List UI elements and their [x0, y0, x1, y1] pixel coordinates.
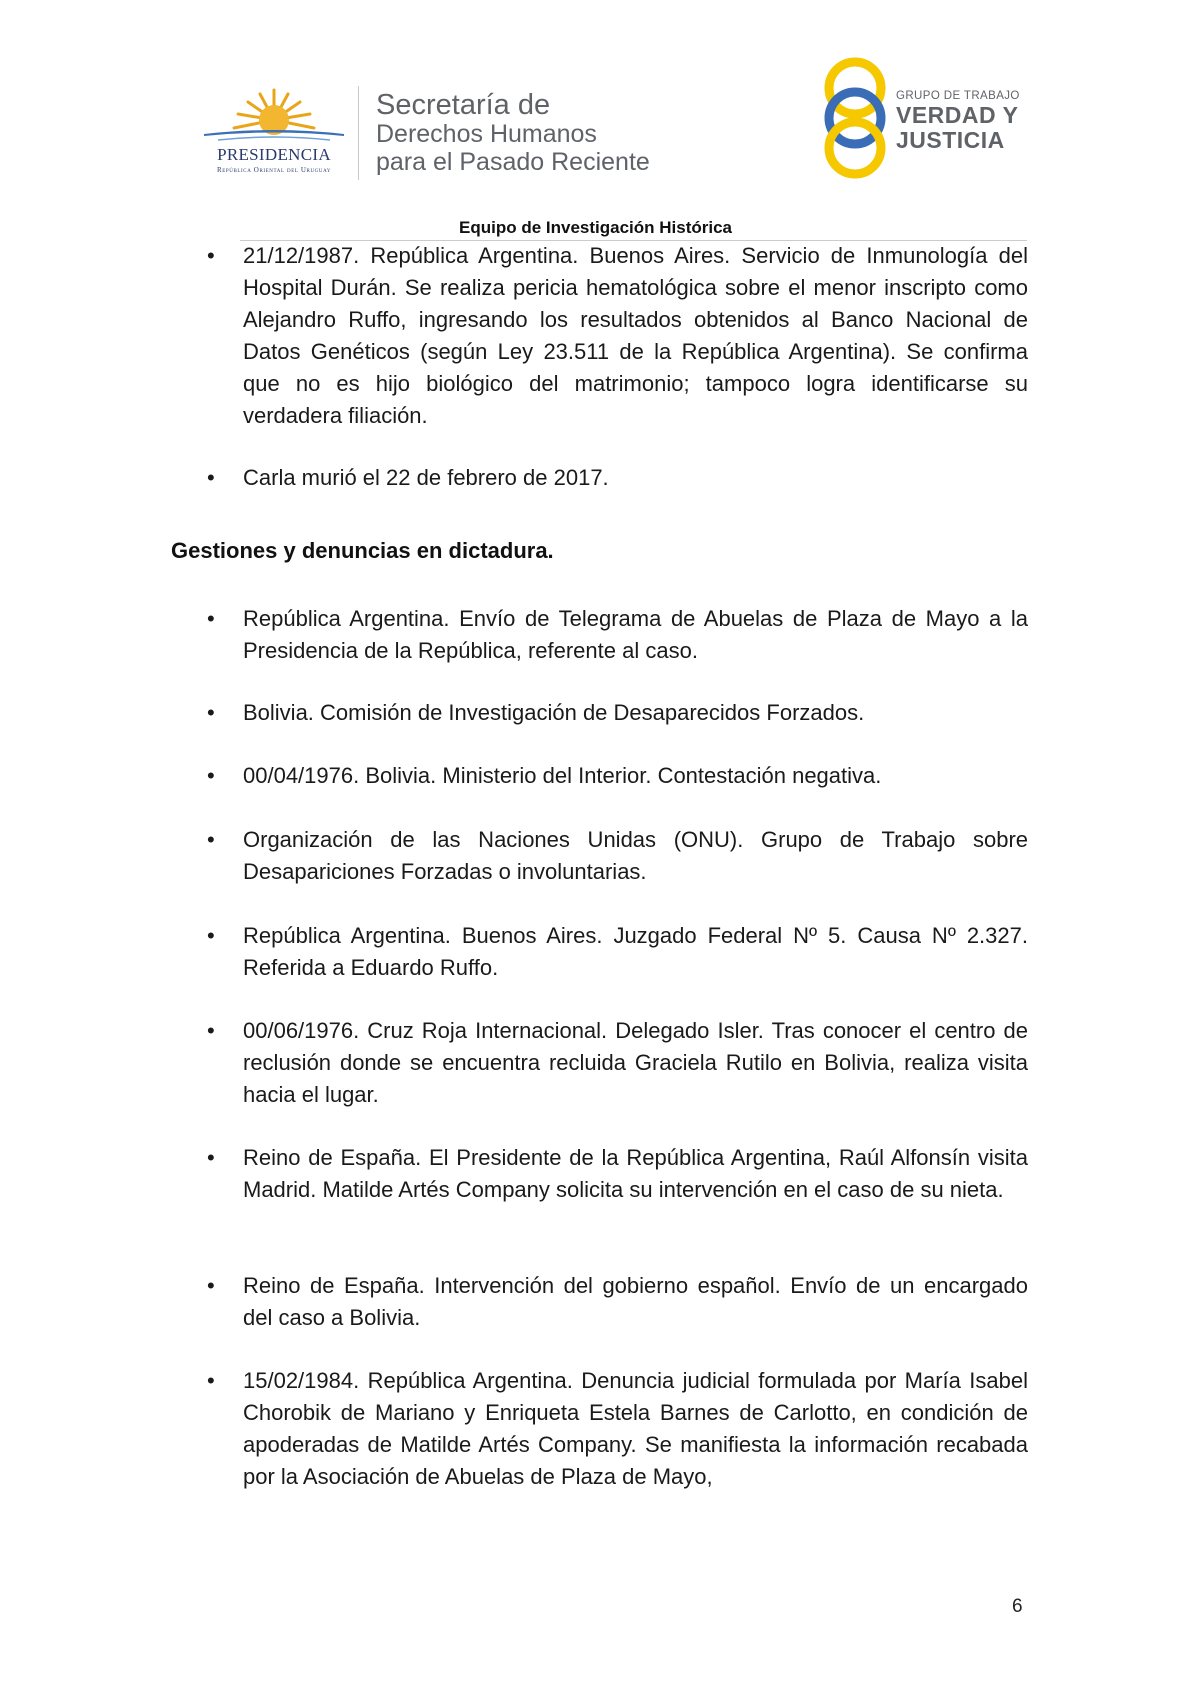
- list-item: República Argentina. Buenos Aires. Juzgado Federal Nº 5. Causa Nº 2.327. Referida a Eduardo Ruffo.: [243, 923, 1028, 980]
- secretaria-logo-text: [376, 90, 650, 176]
- team-title: Equipo de Investigación Histórica: [459, 218, 732, 237]
- grupo-label: GRUPO DE TRABAJO: [896, 90, 1020, 102]
- list-item: República Argentina. Envío de Telegrama de Abuelas de Plaza de Mayo a la Presidencia de la República, referente al caso.: [243, 606, 1028, 663]
- justicia-label: JUSTICIA: [896, 127, 1005, 153]
- presidencia-logo: [196, 80, 352, 180]
- secretaria-line-3: para el Pasado Reciente: [376, 148, 650, 176]
- verdad-label: VERDAD Y: [896, 102, 1019, 128]
- bullet-icon: •: [207, 606, 215, 631]
- bullet-icon: •: [207, 1145, 215, 1170]
- page-number: 6: [1012, 1596, 1023, 1617]
- secretaria-line-2: Derechos Humanos: [376, 120, 597, 148]
- bullet-icon: •: [207, 763, 215, 788]
- list-item: 15/02/1984. República Argentina. Denuncia judicial formulada por María Isabel Chorobik de Mariano y Enriqueta Estela Barnes de Carlotto, en condición de apoderadas de Matilde Artés Company. Se manifiesta la información recabada por la Asociación de Abuelas de Plaza de Mayo,: [243, 1368, 1028, 1489]
- list-item: Carla murió el 22 de febrero de 2017.: [243, 465, 609, 490]
- verdad-justicia-text: [896, 89, 1020, 153]
- list-item: Bolivia. Comisión de Investigación de Desaparecidos Forzados.: [243, 700, 865, 725]
- interlocking-rings-icon: [818, 55, 898, 181]
- list-item: Organización de las Naciones Unidas (ONU). Grupo de Trabajo sobre Desapariciones Forzadas o involuntarias.: [243, 827, 1028, 884]
- list-item: 21/12/1987. República Argentina. Buenos Aires. Servicio de Inmunología del Hospital Durán. Se realiza pericia hematológica sobre el menor inscripto como Alejandro Ruffo, ingresando los resultados obtenidos al Banco Nacional de Datos Genéticos (según Ley 23.511 de la República Argentina). Se confirma que no es hijo biológico del matrimonio; tampoco logra identificarse su verdadera filiación.: [243, 243, 1028, 428]
- section-heading: Gestiones y denuncias en dictadura.: [171, 538, 554, 563]
- list-item: Reino de España. Intervención del gobierno español. Envío de un encargado del caso a Bolivia.: [243, 1273, 1028, 1330]
- bullet-icon: •: [207, 700, 215, 725]
- list-item: 00/06/1976. Cruz Roja Internacional. Delegado Isler. Tras conocer el centro de reclusión donde se encuentra recluida Graciela Rutilo en Bolivia, realiza visita hacia el lugar.: [243, 1018, 1028, 1107]
- bullet-icon: •: [207, 1018, 215, 1043]
- secretaria-line-1: Secretaría de: [376, 89, 551, 121]
- presidencia-wordmark: PRESIDENCIA: [217, 145, 331, 164]
- bullet-icon: •: [207, 1273, 215, 1298]
- bullet-icon: •: [207, 923, 215, 948]
- list-item: 00/04/1976. Bolivia. Ministerio del Interior. Contestación negativa.: [243, 763, 882, 788]
- bullet-icon: •: [207, 1368, 215, 1393]
- header-divider: [358, 86, 359, 180]
- bullet-icon: •: [207, 827, 215, 852]
- bullet-icon: •: [207, 243, 215, 268]
- bullet-icon: •: [207, 465, 215, 490]
- presidencia-subtitle: República Oriental del Uruguay: [216, 166, 332, 174]
- verdad-justicia-logo: [818, 55, 1038, 181]
- sun-emblem-icon: [196, 80, 352, 150]
- list-item: Reino de España. El Presidente de la República Argentina, Raúl Alfonsín visita Madrid. Matilde Artés Company solicita su intervención en el caso de su nieta.: [243, 1145, 1028, 1202]
